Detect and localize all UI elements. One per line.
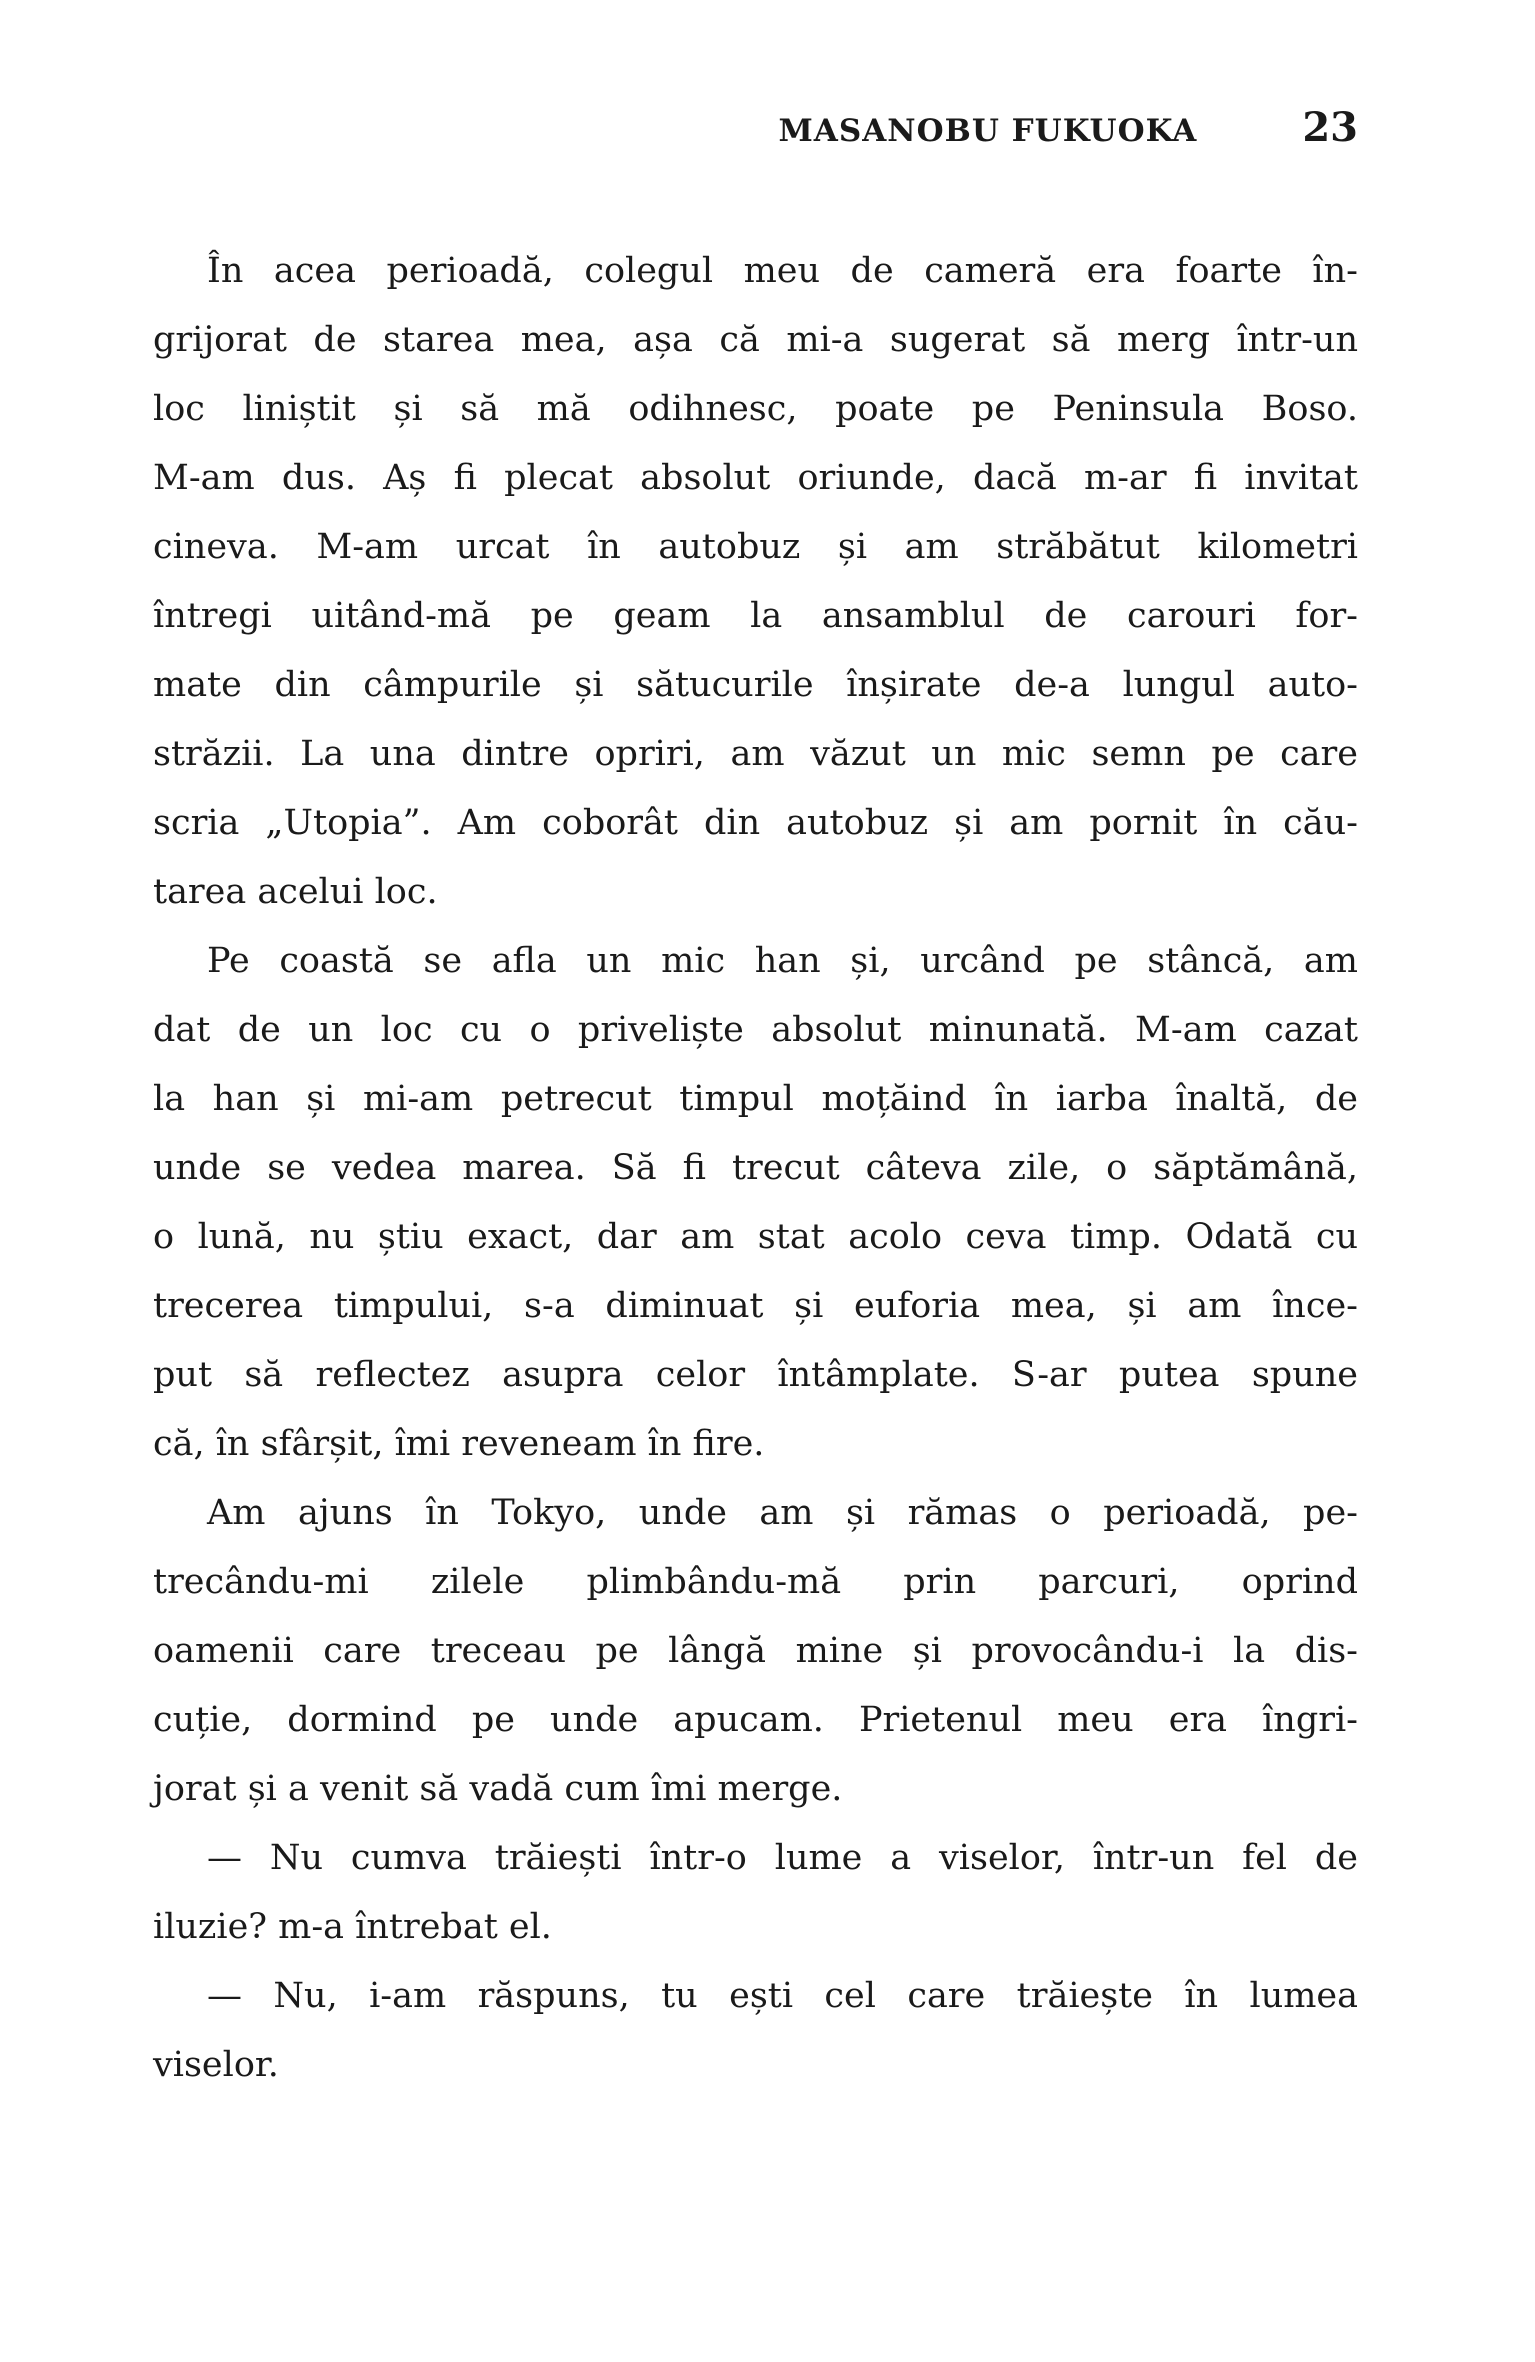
text-line: trecându-mi zilele plimbându-mă prin parcuri, oprind	[153, 1562, 1358, 1602]
text-line: cineva. M-am urcat în autobuz și am străbătut kilometri	[153, 527, 1358, 567]
text-line: o lună, nu știu exact, dar am stat acolo ceva timp. Odată cu	[153, 1217, 1358, 1257]
text-line: străzii. La una dintre opriri, am văzut un mic semn pe care	[153, 734, 1358, 774]
text-line: la han și mi-am petrecut timpul moțăind în iarba înaltă, de	[153, 1079, 1358, 1119]
text-line: Am ajuns în Tokyo, unde am și rămas o perioadă, pe-	[207, 1493, 1358, 1533]
text-line: iluzie? m-a întrebat el.	[153, 1907, 552, 1947]
text-line: put să reflectez asupra celor întâmplate. S-ar putea spune	[153, 1355, 1358, 1395]
paragraph	[153, 927, 1358, 1479]
text-line: grijorat de starea mea, așa că mi-a sugerat să merg într-un	[153, 320, 1358, 360]
text-line: jorat și a venit să vadă cum îmi merge.	[153, 1769, 843, 1809]
text-line: În acea perioadă, colegul meu de cameră era foarte în-	[207, 251, 1358, 291]
paragraph	[153, 1479, 1358, 1824]
text-line: unde se vedea marea. Să fi trecut câteva zile, o săptămână,	[153, 1148, 1358, 1188]
text-line: mate din câmpurile și sătucurile înșirate de-a lungul auto-	[153, 665, 1358, 705]
text-line: viselor.	[153, 2045, 279, 2085]
text-line: trecerea timpului, s-a diminuat și euforia mea, și am înce-	[153, 1286, 1358, 1326]
text-line: întregi uitând-mă pe geam la ansamblul de carouri for-	[153, 596, 1358, 636]
paragraph	[153, 1962, 1358, 2100]
text-line: oamenii care treceau pe lângă mine și provocându-i la dis-	[153, 1631, 1358, 1671]
text-line: dat de un loc cu o priveliște absolut minunată. M-am cazat	[153, 1010, 1358, 1050]
text-line: Pe coastă se afla un mic han și, urcând pe stâncă, am	[207, 941, 1358, 981]
text-line: loc liniștit și să mă odihnesc, poate pe Peninsula Boso.	[153, 389, 1358, 429]
text-line: — Nu cumva trăiești într-o lume a viselor, într-un fel de	[207, 1838, 1358, 1878]
paragraph	[153, 237, 1358, 927]
text-line: tarea acelui loc.	[153, 872, 438, 912]
page-number: 23	[1302, 104, 1358, 151]
running-head: MASANOBU FUKUOKA	[778, 113, 1198, 149]
text-line: M-am dus. Aș fi plecat absolut oriunde, dacă m-ar fi invitat	[153, 458, 1358, 498]
text-line: — Nu, i-am răspuns, tu ești cel care trăiește în lumea	[207, 1976, 1358, 2016]
page-header	[153, 104, 1358, 151]
text-line: cuție, dormind pe unde apucam. Prietenul meu era îngri-	[153, 1700, 1358, 1740]
body-text	[153, 237, 1358, 2100]
text-line: că, în sfârșit, îmi reveneam în fire.	[153, 1424, 765, 1464]
text-line: scria „Utopia”. Am coborât din autobuz și am pornit în cău-	[153, 803, 1358, 843]
paragraph	[153, 1824, 1358, 1962]
